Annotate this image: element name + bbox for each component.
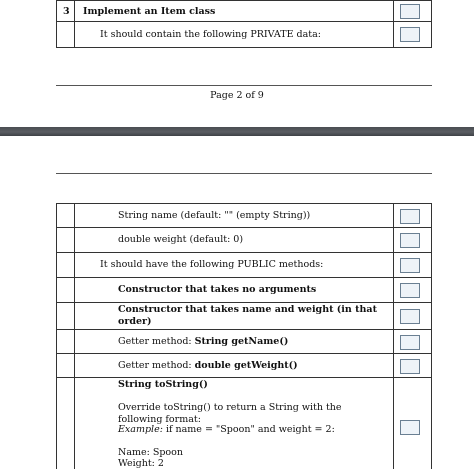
page-separator — [0, 127, 474, 136]
checkbox[interactable] — [400, 233, 420, 248]
content-cell — [75, 278, 393, 302]
check-cell — [393, 204, 431, 227]
getter-name-row — [56, 330, 432, 354]
tostring-example — [118, 424, 387, 436]
number-cell — [57, 228, 75, 252]
name-field-row — [56, 203, 432, 228]
constructor-args-text: Constructor that takes name and weight (in that order) — [118, 304, 377, 327]
check-cell — [393, 378, 431, 469]
weight-field-row — [56, 228, 432, 253]
checkbox[interactable] — [400, 335, 420, 350]
content-cell — [75, 330, 393, 353]
content-cell — [75, 253, 393, 277]
checkbox[interactable] — [400, 209, 420, 224]
check-cell — [393, 354, 431, 377]
check-cell — [393, 228, 431, 252]
constructor-no-args-row — [56, 278, 432, 303]
example-text: if name = "Spoon" and weight = 2: — [162, 424, 335, 435]
task-row — [56, 0, 432, 22]
number-cell — [57, 253, 75, 277]
output-weight-line: Weight: 2 — [118, 458, 164, 469]
check-cell — [393, 303, 431, 329]
getter-weight-prefix: Getter method: — [118, 360, 195, 371]
document-page-top — [0, 0, 474, 127]
task-number: 3 — [63, 6, 70, 17]
document-page-bottom — [0, 136, 474, 469]
checkbox[interactable] — [400, 283, 420, 298]
number-cell — [57, 22, 75, 47]
number-cell — [57, 354, 75, 377]
public-intro-row — [56, 253, 432, 278]
tostring-description: Override toString() to return a String with the following format: — [118, 402, 342, 425]
getter-weight-text — [118, 360, 387, 372]
checkbox[interactable] — [400, 359, 420, 374]
example-label: Example: — [118, 424, 163, 435]
number-cell — [57, 378, 75, 469]
content-cell — [75, 354, 393, 377]
private-intro-text: It should contain the following PRIVATE data: — [100, 29, 321, 40]
page-number: Page 2 of 9 — [210, 90, 264, 101]
tostring-row — [56, 378, 432, 469]
check-cell — [393, 22, 431, 47]
checkbox[interactable] — [400, 4, 420, 19]
task-title-cell — [75, 1, 393, 21]
public-intro-text: It should have the following PUBLIC methods: — [100, 259, 324, 270]
checkbox[interactable] — [400, 258, 420, 273]
number-cell — [57, 204, 75, 227]
content-cell — [75, 204, 393, 227]
footer-rule — [56, 85, 432, 86]
getter-weight-signature: double getWeight() — [194, 360, 298, 371]
content-cell — [75, 22, 393, 47]
constructor-args-row — [56, 303, 432, 330]
getter-weight-row — [56, 354, 432, 378]
checkbox[interactable] — [400, 309, 420, 324]
content-cell — [75, 303, 393, 329]
checkbox[interactable] — [400, 420, 420, 435]
getter-name-prefix: Getter method: — [118, 336, 195, 347]
content-cell — [75, 378, 393, 469]
number-cell — [57, 278, 75, 302]
tostring-title: String toString() — [118, 379, 208, 390]
getter-name-text — [118, 336, 387, 348]
check-cell — [393, 253, 431, 277]
number-cell — [57, 303, 75, 329]
content-cell — [75, 228, 393, 252]
getter-name-signature: String getName() — [194, 336, 289, 347]
name-field-text: String name (default: "" (empty String)) — [118, 210, 311, 221]
task-title: Implement an Item class — [83, 6, 216, 17]
check-cell — [393, 330, 431, 353]
constructor-no-args-text: Constructor that takes no arguments — [118, 284, 317, 295]
weight-field-text: double weight (default: 0) — [118, 234, 244, 245]
private-intro-row — [56, 22, 432, 48]
output-name-line: Name: Spoon — [118, 447, 183, 458]
check-cell — [393, 1, 431, 21]
task-number-cell — [57, 1, 75, 21]
checkbox[interactable] — [400, 27, 420, 42]
number-cell — [57, 330, 75, 353]
check-cell — [393, 278, 431, 302]
header-rule — [56, 173, 432, 174]
